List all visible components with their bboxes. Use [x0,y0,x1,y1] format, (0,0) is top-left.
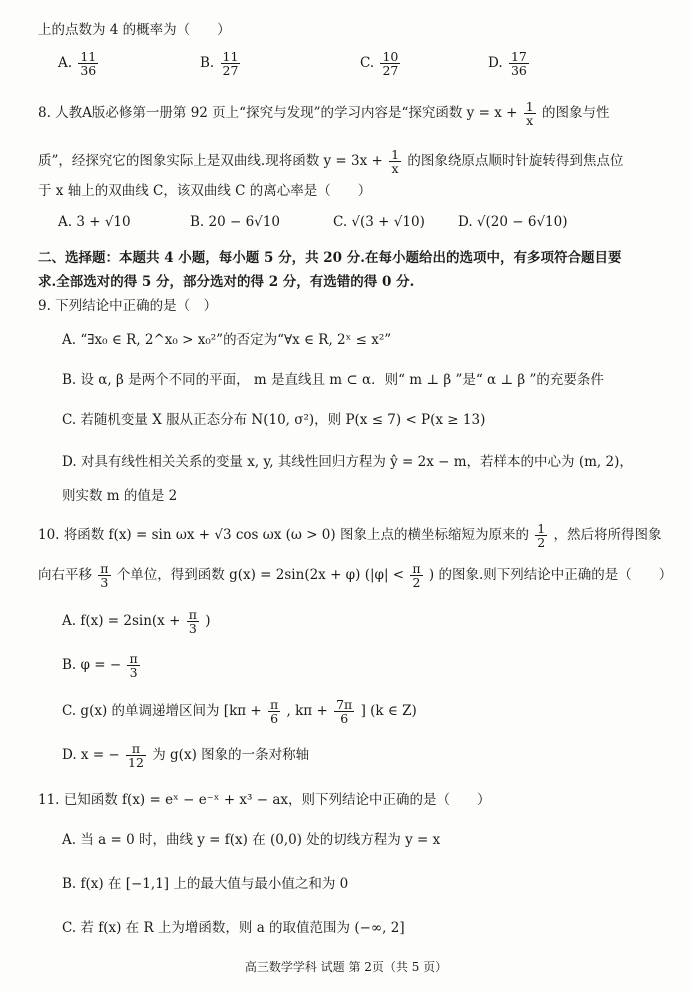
q7-option-c [360,50,402,77]
q10-option-c: C. g(x) 的单调递增区间为 [kπ + $\frac{\pi}{6}$ , kπ + $\frac{7\pi}{6}$ ] (k ∈ Z) [62,697,417,727]
q7-option-b [200,50,242,77]
fraction: $\frac{1}{x}$ [525,99,534,129]
fraction: $\frac{\pi}{3}$ [100,561,109,591]
fraction: $\frac{\pi}{12}$ [128,741,144,771]
fraction: $\frac{11}{36}$ [80,49,97,79]
page-footer: 高三数学学科 试题 第 2页（共 5 页） [244,960,448,974]
q9-option-c: C. 若随机变量 X 服从正态分布 N(10, σ²)，则 P(x ≤ 7) < P(x ≥ 13) [62,412,486,428]
q8-option-d: D. √(20 − 6√10) [458,214,568,230]
fraction: $\frac{11}{27}$ [222,49,239,79]
option-label: C. [360,55,375,72]
fraction: $\frac{\pi}{3}$ [188,607,197,637]
q7-stem-tail: 上的点数为 4 的概率为（ ） [38,22,231,38]
q8-option-a: A. 3 + √10 [58,214,131,230]
q9-option-d-line1: D. 对具有线性相关关系的变量 x, y, 其线性回归方程为 ŷ = 2x − m，若样本的中心为 (m, 2)， [62,454,633,470]
option-label: A. [58,55,73,72]
fraction: $\frac{\pi}{2}$ [412,561,421,591]
option-label: D. [488,55,503,72]
section-heading-line1: 二、选择题：本题共 4 小题，每小题 5 分，共 20 分.在每小题给出的选项中，有多项符合题目要 [38,250,622,266]
q10-option-b: B. φ = − $\frac{\pi}{3}$ [62,651,138,681]
q11-option-a: A. 当 a = 0 时，曲线 y = f(x) 在 (0,0) 处的切线方程为 y = x [62,832,441,848]
q8-option-c: C. √(3 + √10) [333,214,425,230]
section-heading-line2: 求.全部选对的得 5 分，部分选对的得 2 分，有选错的得 0 分. [38,274,415,290]
option-label: B. [200,55,215,72]
fraction: $\frac{10}{27}$ [382,49,399,79]
q10-option-d: D. x = − $\frac{\pi}{12}$ 为 g(x) 图象的一条对称轴 [62,741,310,771]
q9-option-d-line2: 则实数 m 的值是 2 [62,488,178,504]
q7-option-d [488,50,531,77]
q9-option-a: A. “∃x₀ ∈ R, 2^x₀ > x₀²”的否定为“∀x ∈ R, 2ˣ ≤ x²” [62,332,392,348]
fraction: $\frac{7\pi}{6}$ [336,697,353,727]
q9-option-b: B. 设 α, β 是两个不同的平面， m 是直线且 m ⊂ α．则“ m ⊥ β ”是“ α ⊥ β ”的充要条件 [62,372,604,388]
q11-option-c: C. 若 f(x) 在 R 上为增函数，则 a 的取值范围为 (−∞, 2] [62,920,405,936]
fraction: $\frac{17}{36}$ [510,49,527,79]
q8-stem-line3: 于 x 轴上的双曲线 C，该双曲线 C 的离心率是（ ） [38,183,372,199]
q8-stem-line2: 质”，经探究它的图象实际上是双曲线.现将函数 y = 3x + $\frac{1}{x}$ 的图象绕原点顺时针旋转得到焦点位 [38,147,624,177]
q8-stem-line1: 8. 人教A版必修第一册第 92 页上“探究与发现”的学习内容是“探究函数 y = x + $\frac{1}{x}$ 的图象与性 [38,99,610,129]
q7-option-a [58,50,100,77]
q10-stem-line1: 10. 将函数 f(x) = sin ωx + √3 cos ωx (ω > 0) 图象上点的横坐标缩短为原来的 $\frac{1}{2}$ ，然后将所得图象 [38,521,662,551]
fraction: $\frac{1}{2}$ [537,521,546,551]
q10-option-a: A. f(x) = 2sin(x + $\frac{\pi}{3}$ ) [62,607,211,637]
fraction: $\frac{\pi}{3}$ [129,651,138,681]
q8-option-b: B. 20 − 6√10 [190,214,280,230]
q11-option-b: B. f(x) 在 [−1,1] 上的最大值与最小值之和为 0 [62,876,349,892]
q9-stem: 9. 下列结论中正确的是（ ） [38,298,218,314]
fraction: $\frac{\pi}{6}$ [270,697,279,727]
q11-stem: 11. 已知函数 f(x) = eˣ − e⁻ˣ + x³ − ax，则下列结论中正确的是（ ） [38,792,491,808]
fraction: $\frac{1}{x}$ [391,147,400,177]
q10-stem-line2: 向右平移 $\frac{\pi}{3}$ 个单位，得到函数 g(x) = 2sin(2x + φ) (|φ| < $\frac{\pi}{2}$ ) 的图象.则下列结论中正确的是（ ） [38,561,673,591]
